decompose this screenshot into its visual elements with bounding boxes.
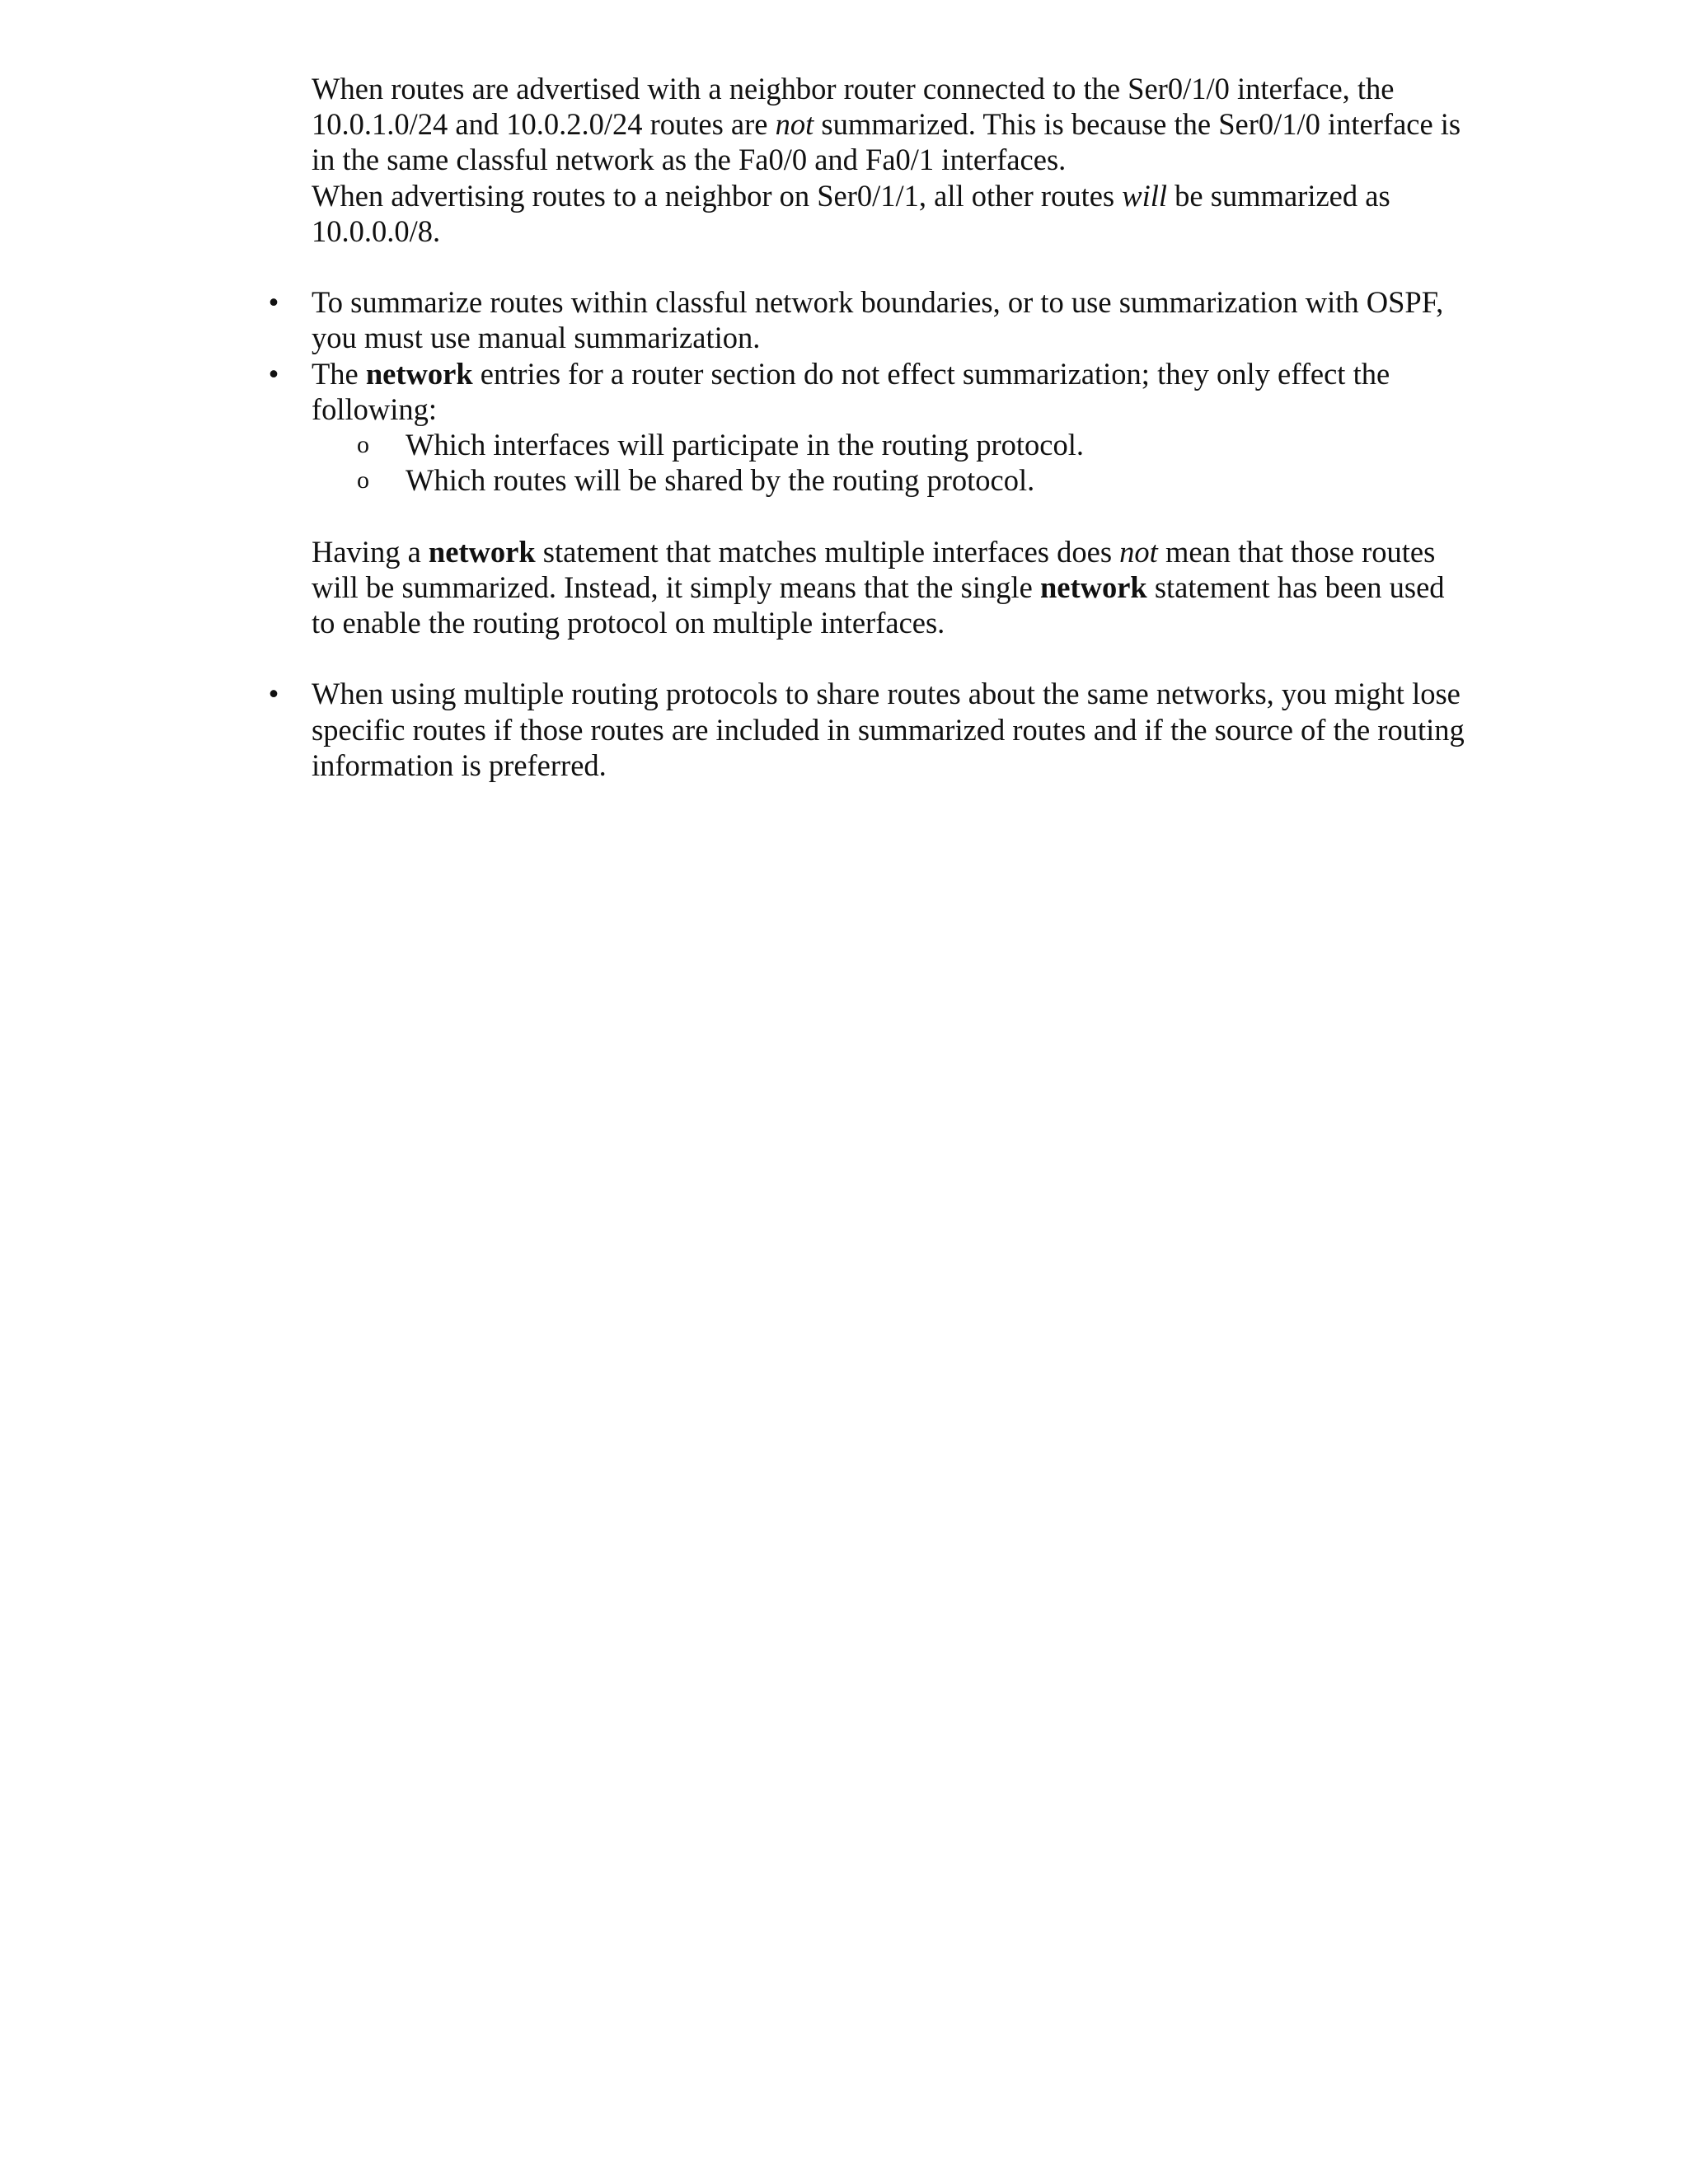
- sub-list-item: o Which interfaces will participate in the routing protocol.: [357, 428, 1084, 462]
- spacer: [312, 498, 1465, 533]
- sub-list-item: o Which routes will be shared by the routing protocol.: [357, 463, 1035, 498]
- intro-paragraph-1: When routes are advertised with a neighbor router connected to the Ser0/1/0 interface, the 10.0.1.0/24 and 10.0.2.0/24 routes are not summarized. This is because the Ser0/1/0 interface is in the same classful network as the Fa0/0 and Fa0/1 interfaces.: [312, 72, 1461, 177]
- bold-network: network: [428, 534, 536, 569]
- spacer: [312, 249, 1465, 284]
- emphasis-not: not: [1119, 534, 1158, 569]
- emphasis-will: will: [1122, 178, 1168, 213]
- bullet-list: [268, 676, 1465, 783]
- bullet-icon: •: [268, 677, 279, 711]
- bullet-icon: •: [268, 356, 279, 391]
- bold-network: network: [365, 356, 473, 391]
- circle-bullet-icon: o: [357, 466, 369, 494]
- bullet-item-manual-summarization: • To summarize routes within classful network boundaries, or to use summarization with OSPF, you must use manual summarization.: [312, 284, 1465, 355]
- bullet-list: [268, 284, 1465, 498]
- bullet-item-multiple-protocols: • When using multiple routing protocols to share routes about the same networks, you might lose specific routes if those routes are included in summarized routes and if the source of the routing information is preferred.: [312, 676, 1465, 783]
- emphasis-not: not: [775, 107, 814, 142]
- spacer: [312, 640, 1465, 676]
- bullet-icon: •: [268, 285, 279, 320]
- sub-bullet-list: [312, 427, 1465, 498]
- bold-network: network: [1039, 569, 1147, 604]
- intro-paragraph-2: When advertising routes to a neighbor on Ser0/1/1, all other routes will be summarized as 10.0.0.0/8.: [312, 178, 1390, 248]
- bullet-item-network-entries: • The network entries for a router section do not effect summarization; they only effect the following: o Which interfaces will participate in the routing protocol. o Which routes will be shared by the routing protocol.: [312, 356, 1465, 499]
- circle-bullet-icon: o: [357, 431, 369, 459]
- network-statement-paragraph: Having a network statement that matches multiple interfaces does not mean that those routes will be summarized. Instead, it simply means that the single network statement has been used to enable the routing protocol on multiple interfaces.: [312, 534, 1445, 640]
- document-body: [268, 71, 1465, 783]
